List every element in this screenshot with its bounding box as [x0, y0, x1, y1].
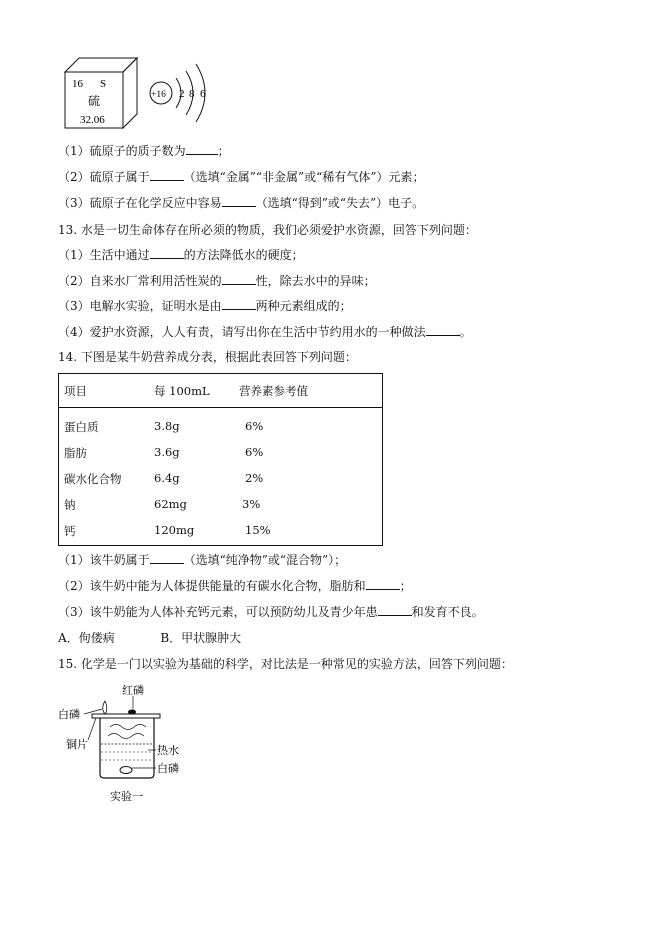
white-phosphorus-underwater [120, 767, 132, 774]
q14-part-1-end: （选填“纯净物”或“混合物”）； [183, 553, 347, 567]
element-symbol: S [100, 78, 107, 90]
label-hot-water: 热水 [157, 744, 179, 757]
row-item-name: 碳水化合物 [64, 472, 122, 486]
q14-options [58, 630, 241, 646]
q14-part-1 [58, 552, 346, 568]
q12-part-3-text: （3）硫原子在化学反应中容易 [58, 196, 222, 210]
q13-part-3-text: （3）电解水实验，证明水是由 [58, 299, 222, 313]
row-amount: 120mg [154, 523, 195, 537]
q12-part-2-end: （选填“金属”“非金属”或“稀有气体”）元素； [183, 170, 425, 184]
element-card-box [60, 55, 142, 130]
nutrition-table [58, 373, 383, 546]
q12-part-3 [58, 195, 424, 211]
element-name: 硫 [88, 94, 101, 108]
q14-stem: 14. 下图是某牛奶营养成分表，根据此表回答下列问题： [58, 350, 357, 364]
steam-line-2 [108, 734, 144, 739]
copper-sheet [92, 714, 160, 718]
q13-part-2 [58, 273, 376, 289]
row-amount: 62mg [154, 497, 187, 511]
q13-part-2-end: 性，除去水中的异味； [255, 274, 376, 288]
row-item-name: 钙 [64, 524, 76, 538]
label-white-phosphorus-bottom: 白磷 [157, 762, 179, 775]
q12-part-2-blank[interactable] [150, 169, 184, 181]
atomic-number: 16 [72, 78, 83, 90]
experiment-apparatus-svg [58, 682, 188, 806]
row-item-name: 蛋白质 [64, 420, 99, 434]
q13-part-3-end: 两种元素组成的； [255, 299, 352, 313]
nucleus-charge: +16 [151, 90, 166, 100]
q12-part-2-text: （2）硫原子属于 [58, 170, 150, 184]
q14-part-3-blank[interactable] [378, 604, 412, 616]
option-a[interactable]: A．佝偻病 [58, 631, 115, 645]
label-white-phosphorus-top: 白磷 [58, 708, 80, 721]
q12-part-3-end: （选填“得到”或“失去”）电子。 [255, 196, 425, 210]
steam-line-1 [110, 725, 146, 730]
table-header-item: 项目 [64, 384, 87, 398]
flame-icon [103, 701, 107, 713]
q13-part-1-text: （1）生活中通过 [58, 248, 150, 262]
q12-part-1 [58, 143, 230, 159]
row-reference: 6% [245, 419, 264, 433]
q12-part-1-text: （1）硫原子的质子数为 [58, 144, 186, 158]
element-card-sulfur [60, 55, 142, 130]
q12-part-1-end: ； [217, 144, 230, 158]
q13-part-1-end: 的方法降低水的硬度； [183, 248, 304, 262]
q13-part-2-text: （2）自来水厂常利用活性炭的 [58, 274, 222, 288]
q13-part-2-blank[interactable] [222, 273, 256, 285]
row-reference: 15% [245, 523, 271, 537]
atomic-mass: 32.06 [80, 114, 105, 126]
q13-part-4-blank[interactable] [426, 324, 460, 336]
q14-part-2-text: （2）该牛奶中能为人体提供能量的有碳水化合物，脂肪和 [58, 579, 366, 593]
atom-structure-diagram [146, 55, 214, 130]
q15-stem: 15. 化学是一门以实验为基础的科学，对比法是一种常见的实验方法，回答下列问题： [58, 657, 513, 671]
option-b[interactable]: B．甲状腺肿大 [160, 631, 242, 645]
q14-part-1-text: （1）该牛奶属于 [58, 553, 150, 567]
q13-part-4 [58, 324, 472, 340]
q14-part-3 [58, 604, 484, 620]
row-reference: 6% [245, 445, 264, 459]
shell-electrons-3: 6 [200, 88, 206, 100]
row-item-name: 脂肪 [64, 446, 87, 460]
shell-electrons-1: 2 [179, 88, 185, 100]
row-reference: 3% [242, 497, 261, 511]
row-amount: 6.4g [154, 471, 180, 485]
leader-copper-sheet [88, 718, 96, 740]
q14-part-2-blank[interactable] [366, 578, 400, 590]
q12-part-1-blank[interactable] [186, 143, 218, 155]
q14-part-2 [58, 578, 412, 594]
table-header-reference-value: 营养素参考值 [239, 384, 308, 398]
q13-part-3-blank[interactable] [222, 298, 256, 310]
q13-stem: 13. 水是一切生命体存在所必须的物质，我们必须爱护水资源，回答下列问题： [58, 223, 477, 237]
label-red-phosphorus: 红磷 [122, 684, 144, 697]
row-reference: 2% [245, 471, 264, 485]
q14-part-3-end: 和发育不良。 [411, 605, 484, 619]
q14-part-3-text: （3）该牛奶能为人体补充钙元素，可以预防幼儿及青少年患 [58, 605, 378, 619]
row-amount: 3.8g [154, 419, 180, 433]
q12-part-3-blank[interactable] [222, 195, 256, 207]
q13-part-1-blank[interactable] [150, 247, 184, 259]
q13-part-4-text: （4）爱护水资源，人人有责，请写出你在生活中节约用水的一种做法 [58, 325, 426, 339]
experiment-one-figure [58, 682, 188, 806]
q14-part-2-end: ； [399, 579, 412, 593]
figure-caption: 实验一 [110, 790, 143, 803]
label-copper-sheet: 铜片 [66, 738, 88, 751]
table-header-divider [59, 407, 382, 408]
row-amount: 3.6g [154, 445, 180, 459]
row-item-name: 钠 [64, 498, 76, 512]
leader-white-phosphorus-top [84, 709, 102, 714]
q14-part-1-blank[interactable] [150, 552, 184, 564]
red-phosphorus [128, 710, 136, 715]
shell-electrons-2: 8 [189, 88, 195, 100]
q13-part-4-end: 。 [459, 325, 472, 339]
q13-part-3 [58, 298, 352, 314]
q13-part-1 [58, 247, 304, 263]
q12-part-2 [58, 169, 424, 185]
atom-structure-svg [146, 55, 214, 130]
table-header-per-100ml: 每 100mL [154, 384, 210, 398]
